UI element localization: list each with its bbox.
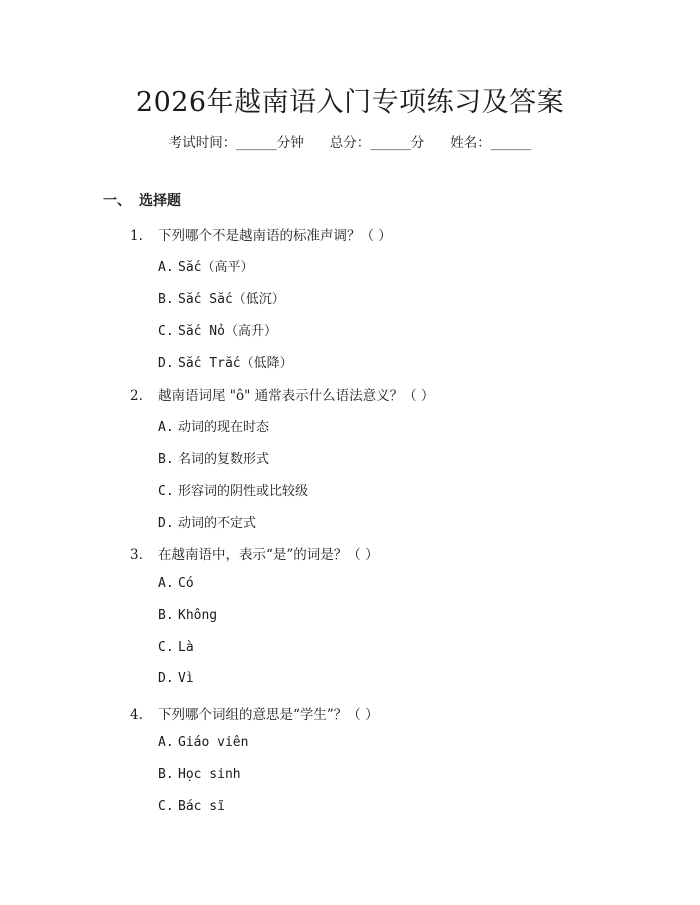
option-letter: A. [158,260,174,275]
option-letter: C. [158,640,174,655]
question-number: 3. [130,547,143,563]
option-3c [158,640,194,655]
question-number: 4. [130,707,143,723]
question-1 [130,224,392,244]
option-letter: B. [158,767,174,782]
option-text: Là [178,640,194,655]
option-letter: D. [158,516,174,531]
option-2b [158,448,269,467]
option-text: Sắc Trắc（低降） [178,356,293,371]
option-3b [158,608,217,623]
option-text: Vì [178,671,194,686]
option-text: Bác sĩ [178,799,225,814]
question-text: 下列哪个不是越南语的标准声调？（ ） [158,228,392,244]
question-3 [130,543,379,563]
exam-meta [0,131,700,151]
section-number: 一、 [103,193,131,209]
option-text: Sắc（高平） [178,260,254,275]
option-letter: A. [158,420,174,435]
option-letter: D. [158,671,174,686]
option-2a [158,416,269,435]
option-2c [158,480,308,499]
option-1d [158,352,293,371]
page-title: 2026年越南语入门专项练习及答案 [135,87,565,118]
option-letter: B. [158,608,174,623]
option-letter: B. [158,452,174,467]
option-text: Sắc Nỏ（高升） [178,324,277,339]
option-text: 动词的不定式 [178,516,257,531]
question-text: 下列哪个词组的意思是“学生”？（ ） [158,707,379,723]
question-number: 1. [130,228,143,244]
option-text: Có [178,576,194,591]
question-number: 2. [130,388,143,404]
option-letter: C. [158,799,174,814]
option-text: 动词的现在时态 [178,420,270,435]
option-1a [158,256,253,275]
question-4 [130,703,379,723]
option-text: 名词的复数形式 [178,452,270,467]
option-3a [158,576,194,591]
option-letter: C. [158,324,174,339]
option-text: Sắc Sắc（低沉） [178,292,285,307]
option-text: 形容词的阴性或比较级 [178,484,309,499]
option-3d [158,671,194,686]
option-text: Giáo viên [178,735,249,750]
option-1c [158,320,277,339]
option-text: Học sinh [178,767,241,782]
option-letter: A. [158,735,174,750]
option-1b [158,288,285,307]
option-4b [158,767,241,782]
option-4c [158,799,225,814]
option-letter: B. [158,292,174,307]
option-letter: A. [158,576,174,591]
question-text: 在越南语中，表示“是”的词是？（ ） [158,547,379,563]
option-text: Không [178,608,218,623]
section-title: 选择题 [139,193,181,209]
option-letter: C. [158,484,174,499]
section-heading [103,190,181,210]
option-letter: D. [158,356,174,371]
student-name-field: 姓名：______ [450,135,532,151]
total-score-field: 总分：______分 [329,135,425,151]
question-text: 越南语词尾 "ô" 通常表示什么语法意义？（ ） [158,388,435,404]
question-2 [130,384,434,404]
exam-time-field: 考试时间：______分钟 [168,135,304,151]
option-2d [158,512,256,531]
option-4a [158,735,248,750]
